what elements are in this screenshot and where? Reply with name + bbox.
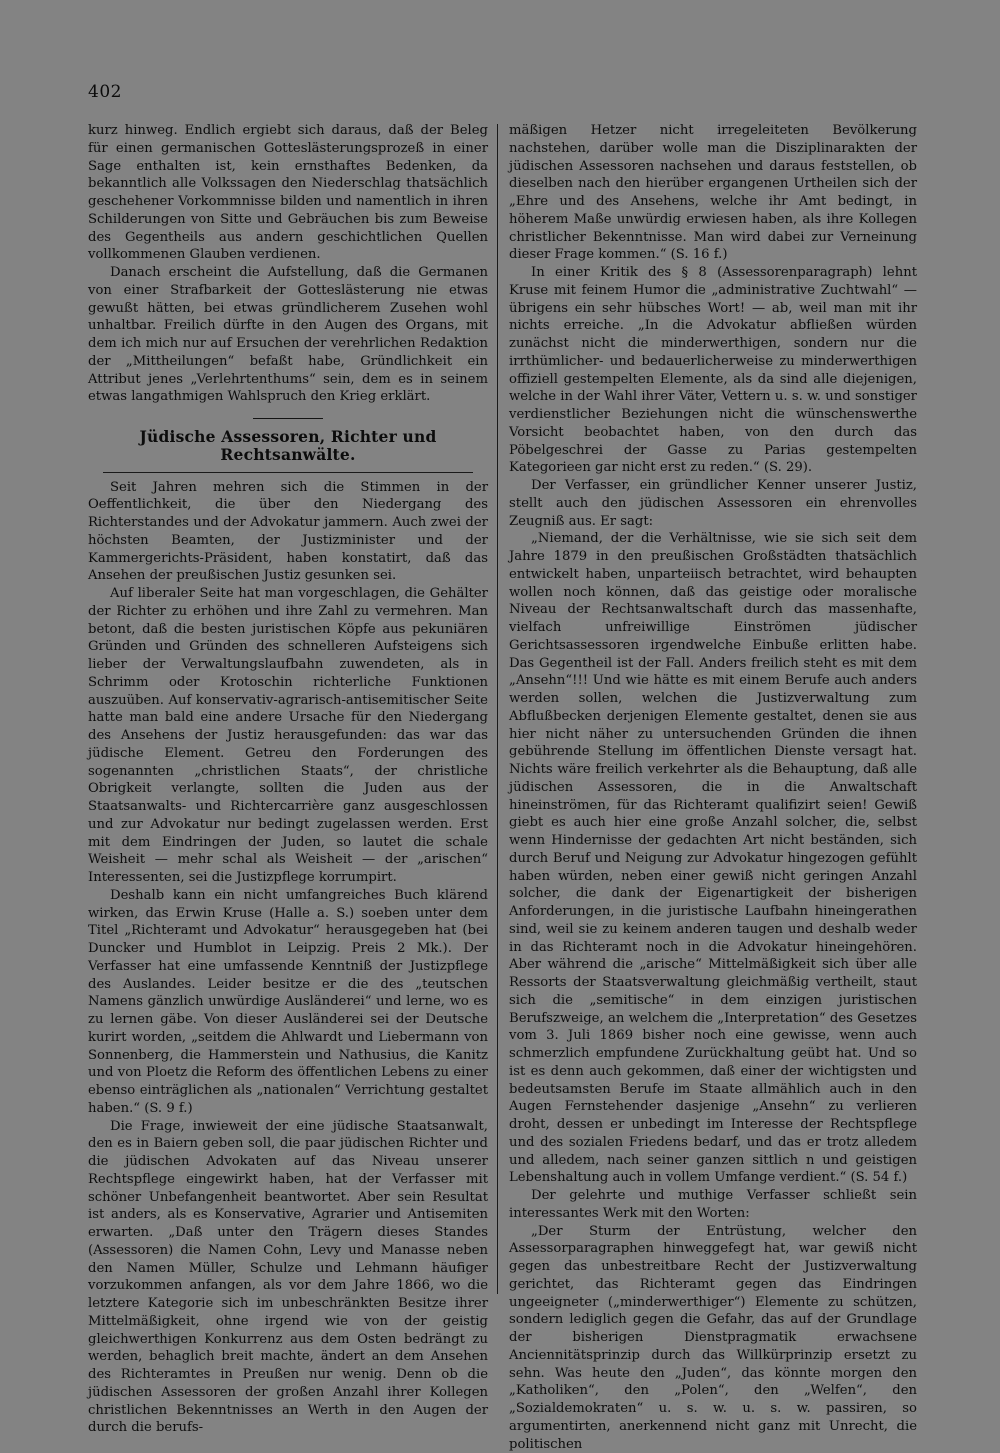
quotation-paragraph: „Niemand, der die Verhältnisse, wie sie sich seit dem Jahre 1879 in den preußischen Großstädten thatsächlich entwickelt haben, unparteiisch betrachtet, wird behaupten wollen noch können, daß das geistige oder moralische Niveau der Rechtsanwaltschaft durch das massenhafte, vielfach unfreiwillige Einströmen jüdischer Gerichtsassessoren irgendwelche Einbuße erlitten habe. Das Gegentheil ist der Fall. Anders freilich steht es mit dem „Ansehn“!!! Und wie hätte es mit einem Berufe auch anders werden sollen, welchen die Justizverwaltung zum Abflußbecken derjenigen Elemente gestaltet, denen sie aus hier nicht näher zu untersuchenden Gründen die ihnen gebührende Stellung im öffentlichen Dienste versagt hat. Nichts wäre freilich verkehrter als die Behauptung, daß alle jüdischen Assessoren, die in die Anwaltschaft hineinströmen, für das Richteramt qualifizirt seien! Gewiß giebt es auch hier eine große Anzahl solcher, die, selbst wenn Hindernisse der gedachten Art nicht beständen, sich durch Beruf und Neigung zur Advokatur hingezogen gefühlt haben würden, neben einer gewiß nicht geringen Anzahl solcher, die dank der Eigenartigkeit der bisherigen Anforderungen, in die juristische Laufbahn hineingerathen sind, weil sie zu keinem anderen taugen und deshalb weder in das Richteramt noch in die Advokatur hineingehören. Aber während die „arische“ Mittelmäßigkeit sich über alle Ressorts der Staatsverwaltung gleichmäßig vertheilt, staut sich die „semitische“ in dem einzigen juristischen Berufszweige, an welchem die „Interpretation“ des Gesetzes vom 3. Juli 1869 bisher noch eine gewisse, wenn auch schmerzlich empfundene Zurückhaltung geübt hat. Und so ist es denn auch gekommen, daß einer der wichtigsten und bedeutsamsten Berufe im Staate allmählich auch in den Augen Fernstehender dasjenige „Ansehn“ zu verlieren droht, dessen er unbedingt im Interesse der Rechtspflege und des sozialen Friedens bedarf, und das er trotz alledem und alledem, nach seiner ganzen sittlich n und geistigen Lebenshaltung auch in vollem Umfange verdient.“ (S. 54 f.) [509, 530, 917, 1187]
paragraph: mäßigen Hetzer nicht irregeleiteten Bevölkerung nachstehen, darüber wolle man die Disziplinarakten der jüdischen Assessoren nachsehen und daraus feststellen, ob dieselben nach den hierüber ergangenen Urtheilen sich der „Ehre und des Ansehens, welche ihr Amt bedingt, in höherem Maße unwürdig erwiesen haben, als ihre Kollegen christlicher Bekenntnisse. Man wird dabei zur Verneinung dieser Frage kommen.“ (S. 16 f.) [509, 122, 917, 264]
paragraph: Die Frage, inwieweit der eine jüdische Staatsanwalt, den es in Baiern geben soll, die paar jüdischen Richter und die jüdischen Advokaten auf das Niveau unserer Rechtspflege eingewirkt haben, hat der Verfasser mit schöner Unbefangenheit beantwortet. Aber sein Resultat ist anders, als es Konservative, Agrarier und Antisemiten erwarten. „Daß unter den Trägern dieses Standes (Assessoren) die Namen Cohn, Levy und Manasse neben den Namen Müller, Schulze und Lehmann häufiger vorzukommen anfangen, als vor dem Jahre 1866, wo die letztere Kategorie sich im unbeschränkten Besitze ihrer Mittelmäßigkeit, ohne irgend wie von der geistig gleichwerthigen Konkurrenz aus dem Osten bedrängt zu werden, behaglich breit machte, ändert an dem Ansehen des Richteramtes in Preußen nur wenig. Denn ob die jüdischen Assessoren der großen Anzahl ihrer Kollegen christlichen Bekenntnisses an Werth in den Augen der durch die berufs- [88, 1118, 488, 1438]
paragraph: In einer Kritik des § 8 (Assessorenparagraph) lehnt Kruse mit feinem Humor die „administrative Zuchtwahl“ — übrigens ein sehr hübsches Wort! — ab, weil man mit ihr nichts erreiche. „In die Advokatur abfließen würden zunächst nicht die minderwerthigen, sondern nur die irrthümlicher- und bedauerlicherweise zu minderwerthigen offiziell gestempelten Elemente, als da sind alle diejenigen, welche in der Wahl ihrer Väter, Vettern u. s. w. und sonstiger verdienstlicher Beziehungen nicht die wünschenswerthe Vorsicht beobachtet haben, von den durch das Pöbelgeschrei der Gasse zu Parias gestempelten Kategorieen gar nicht erst zu reden.“ (S. 29). [509, 264, 917, 477]
heading-underline [103, 472, 473, 473]
quotation-paragraph: „Der Sturm der Entrüstung, welcher den Assessorparagraphen hinweggefegt hat, war gewiß nicht gegen das unbestreitbare Recht der Justizverwaltung gerichtet, das Richteramt gegen das Eindringen ungeeigneter („minderwerthiger“) Elemente zu schützen, sondern lediglich gegen die Gefahr, das auf der Grundlage der bisherigen Dienstpragmatik erwachsene Anciennitätsprinzip durch das Willkürprinzip ersetzt zu sehn. Was heute den „Juden“, das könnte morgen den „Katholiken“, den „Polen“, den „Welfen“, den „Sozialdemokraten“ u. s. w. u. s. w. passiren, so argumentirten, anerkennend nicht ganz mit Unrecht, die politischen [509, 1223, 917, 1453]
left-column [88, 122, 488, 1437]
page-number: 402 [88, 82, 122, 102]
paragraph: Danach erscheint die Aufstellung, daß die Germanen von einer Strafbarkeit der Gotteslästerung nie etwas gewußt hätten, bei etwas gründlicherem Zusehen wohl unhaltbar. Freilich dürfte in den Augen des Organs, mit dem ich mich nur auf Ersuchen der verehrlichen Redaktion der „Mittheilungen“ befaßt habe, Gründlichkeit ein Attribut jenes „Verlehrtenthums“ sein, dem es in seinem etwas langathmigen Wahlspruch den Krieg erklärt. [88, 264, 488, 406]
paragraph: Deshalb kann ein nicht umfangreiches Buch klärend wirken, das Erwin Kruse (Halle a. S.) soeben unter dem Titel „Richteramt und Advokatur“ herausgegeben hat (bei Duncker und Humblot in Leipzig. Preis 2 Mk.). Der Verfasser hat eine umfassende Kenntniß der Justizpflege des Auslandes. Leider besitze er die des „teutschen Namens gänzlich unwürdige Ausländerei“ und lerne, wo es zu lernen gäbe. Von dieser Ausländerei sei der Deutsche kurirt worden, „seitdem die Ahlwardt und Liebermann von Sonnenberg, die Hammerstein und Nathusius, die Kanitz und von Ploetz die Reform des öffentlichen Lebens zu einer ebenso einträglichen als „nationalen“ Verrichtung gestaltet haben.“ (S. 9 f.) [88, 887, 488, 1118]
section-heading: Jüdische Assessoren, Richter und Rechtsanwälte. [88, 428, 488, 464]
column-divider [497, 124, 498, 1294]
section-divider [253, 418, 323, 419]
paragraph: Auf liberaler Seite hat man vorgeschlagen, die Gehälter der Richter zu erhöhen und ihre Zahl zu vermehren. Man betont, daß die besten juristischen Köpfe aus pekuniären Gründen und Gründen des schnelleren Aufsteigens sich lieber der Verwaltungslaufbahn zuwendeten, als in Schrimm oder Krotoschin richterliche Funktionen auszuüben. Auf konservativ-agrarisch-antisemitischer Seite hatte man bald eine andere Ursache für den Niedergang des Ansehens der Justiz herausgefunden: das war das jüdische Element. Getreu den Forderungen des sogenannten „christlichen Staats“, der christliche Obrigkeit verlangte, sollten die Juden aus der Staatsanwalts- und Richtercarrière ganz ausgeschlossen und zur Advokatur nur bedingt zugelassen werden. Erst mit dem Eindringen der Juden, so lautet die schale Weisheit — mehr schal als Weisheit — der „arischen“ Interessenten, sei die Justizpflege korrumpirt. [88, 585, 488, 887]
paragraph: Der Verfasser, ein gründlicher Kenner unserer Justiz, stellt auch den jüdischen Assessoren ein ehrenvolles Zeugniß aus. Er sagt: [509, 477, 917, 530]
paragraph: Seit Jahren mehren sich die Stimmen in der Oeffentlichkeit, die über den Niedergang des Richterstandes und der Advokatur jammern. Auch zwei der höchsten Beamten, der Justizminister und der Kammergerichts-Präsident, haben konstatirt, daß das Ansehen der preußischen Justiz gesunken sei. [88, 479, 488, 586]
paragraph: Der gelehrte und muthige Verfasser schließt sein interessantes Werk mit den Worten: [509, 1187, 917, 1223]
paragraph: kurz hinweg. Endlich ergiebt sich daraus, daß der Beleg für einen germanischen Gotteslästerungsprozeß in einer Sage enthalten ist, kein ernsthaftes Bedenken, da bekanntlich alle Volkssagen den Niederschlag thatsächlich geschehener Vorkommnisse bilden und namentlich in ihren Schilderungen von Sitte und Gebräuchen bis zum Beweise des Gegentheils aus andern geschichtlichen Quellen vollkommenen Glauben verdienen. [88, 122, 488, 264]
right-column [509, 122, 917, 1453]
